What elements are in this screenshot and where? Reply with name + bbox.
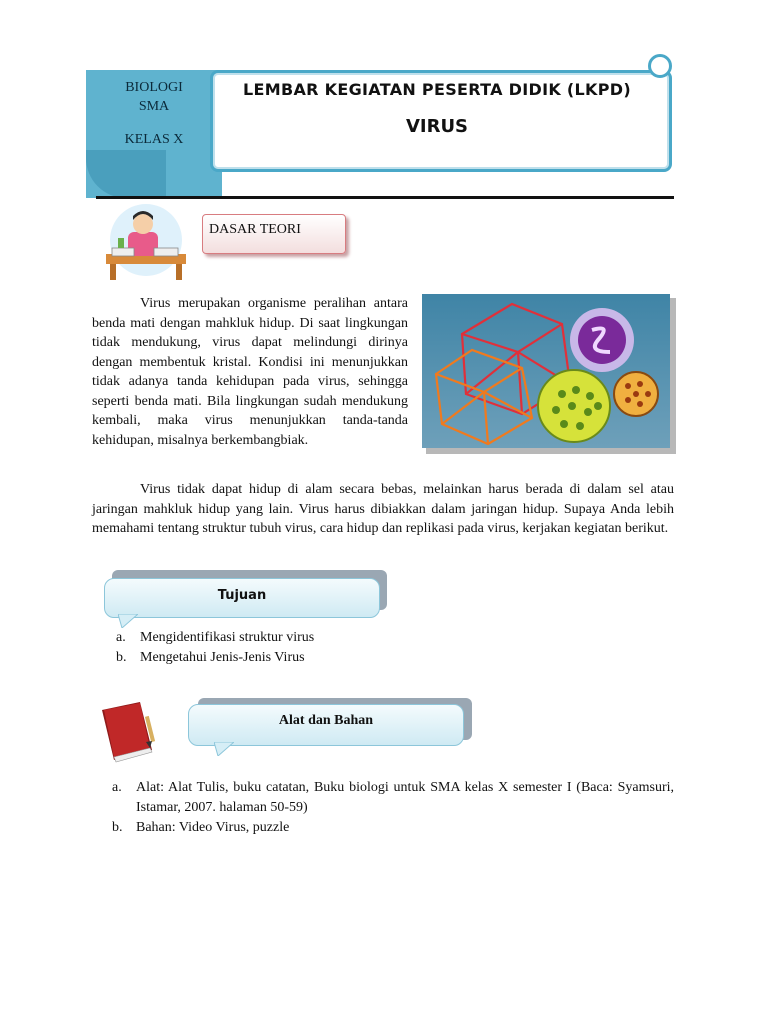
alat-label: Alat dan Bahan [278, 713, 374, 728]
list-item [112, 818, 674, 838]
red-book-icon [96, 698, 160, 766]
list-text: Bahan: Video Virus, puzzle [136, 820, 290, 835]
list-marker: a. [112, 780, 122, 795]
list-item [116, 628, 676, 648]
list-text: Alat: Alat Tulis, buku catatan, Buku biologi untuk SMA kelas X semester I (Baca: Syamsuri, Istamar, 2007. halaman 50-59) [136, 780, 674, 815]
page-title: LEMBAR KEGIATAN PESERTA DIDIK (LKPD) [243, 80, 631, 99]
virus-illustration [422, 294, 676, 454]
list-marker: b. [112, 820, 123, 835]
tujuan-tab [104, 578, 380, 618]
alat-list [112, 778, 674, 838]
tujuan-list [116, 628, 676, 668]
student-studying-icon [100, 204, 192, 282]
dasar-teori-tab [202, 214, 346, 254]
bubble-tail-icon [118, 614, 138, 628]
bubble-tail-icon [214, 742, 234, 756]
theory-paragraph-1: Virus merupakan organisme peralihan antara benda mati dengan mahkluk hidup. Di saat lingkungan tidak mendukung, virus dapat melindungi dirinya dengan membentuk kristal. Kondisi ini menunjukkan tidak adanya tanda kehidupan pada virus, sehingga seperti benda mati. Bila lingkungan sudah mendukung kembali, maka virus menunjukkan tanda-tanda kehidupan, misalnya berkembangbiak. [92, 296, 408, 448]
list-marker: a. [116, 630, 126, 645]
list-item [116, 648, 676, 668]
header-scroll-curl [648, 54, 672, 78]
list-text: Mengidentifikasi struktur virus [140, 630, 315, 645]
tujuan-label: Tujuan [217, 588, 267, 603]
header-subject [92, 78, 216, 149]
class-line: KELAS X [124, 132, 184, 147]
list-item [112, 778, 674, 818]
level-line: SMA [138, 99, 170, 114]
list-text: Mengetahui Jenis-Jenis Virus [140, 650, 305, 665]
theory-paragraph-2: Virus tidak dapat hidup di alam secara bebas, melainkan harus berada di dalam sel atau jaringan mahkluk hidup yang lain. Virus harus dibiakkan dalam jaringan hidup. Supaya Anda lebih memahami tentang struktur tubuh virus, cara hidup dan replikasi pada virus, kerjakan kegiatan berikut. [92, 482, 674, 536]
page-subtitle: VIRUS [405, 116, 469, 137]
list-marker: b. [116, 650, 127, 665]
subject-line: BIOLOGI [125, 80, 183, 95]
header-divider [96, 196, 674, 199]
dasar-teori-label: DASAR TEORI [209, 222, 301, 237]
alat-tab [188, 704, 464, 746]
